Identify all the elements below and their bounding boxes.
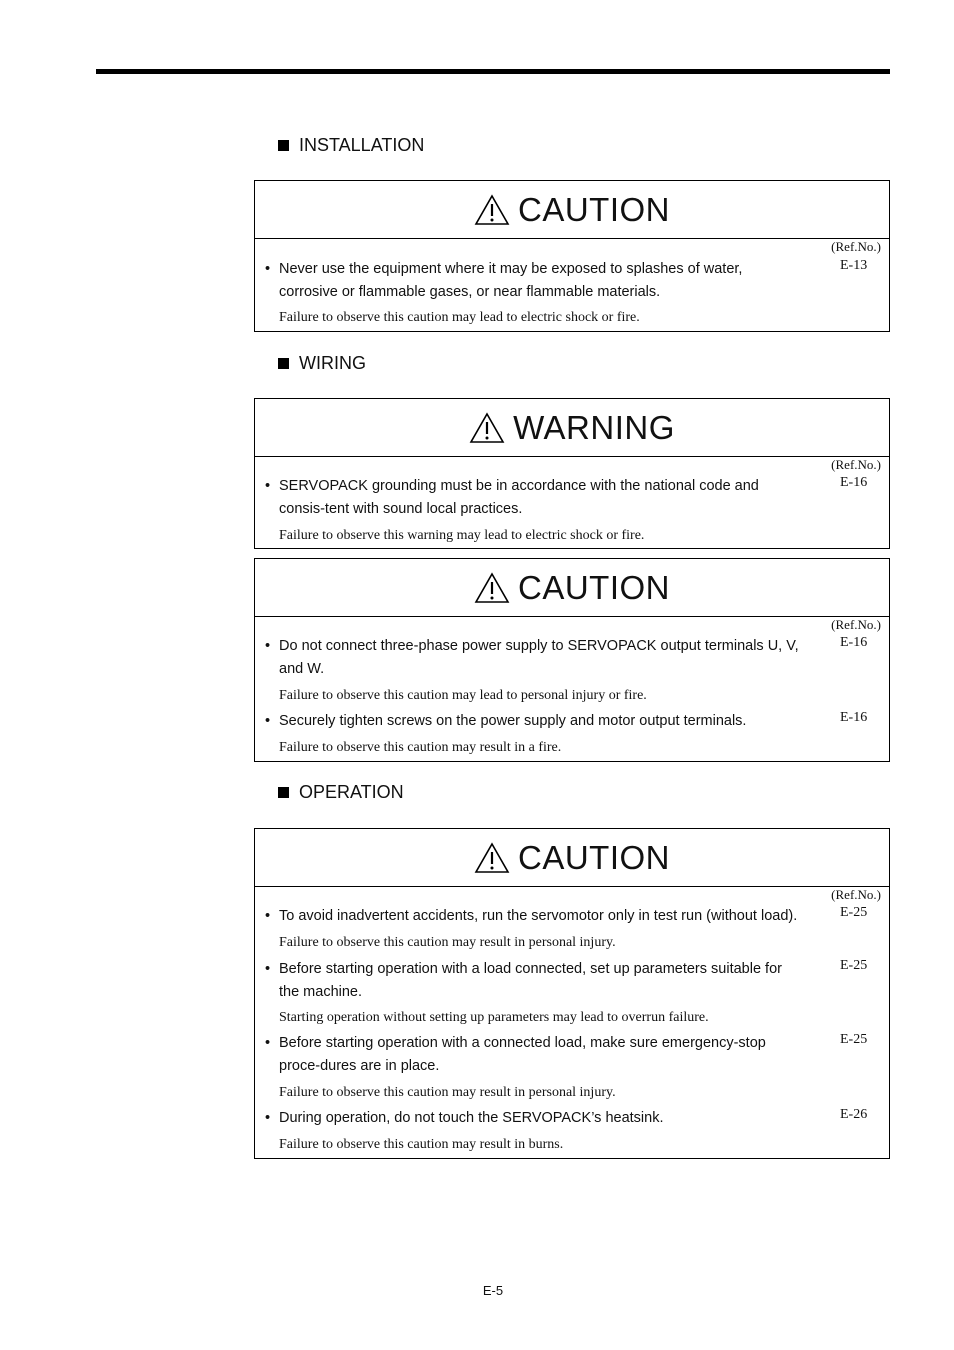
item-note: Failure to observe this caution may result in burns. — [279, 1137, 564, 1152]
square-bullet-icon — [278, 140, 289, 151]
square-bullet-icon — [278, 358, 289, 369]
bullet: • — [265, 908, 271, 924]
warning-triangle-icon — [474, 572, 510, 604]
caution-item — [265, 1107, 805, 1130]
ref-no-header: (Ref.No.) — [831, 887, 881, 902]
warning-triangle-icon — [474, 842, 510, 874]
ref-number: E-16 — [840, 635, 868, 650]
ref-number: E-25 — [840, 958, 868, 973]
bullet: • — [265, 713, 271, 729]
ref-no-header: (Ref.No.) — [831, 617, 881, 632]
item-note: Failure to observe this caution may lead to electric shock or fire. — [279, 310, 640, 325]
warning-item — [265, 475, 805, 520]
box-header — [255, 829, 889, 887]
item-note: Failure to observe this caution may result in personal injury. — [279, 935, 616, 950]
warning-triangle-icon — [474, 194, 510, 226]
ref-number: E-26 — [840, 1107, 868, 1122]
bullet: • — [265, 1110, 271, 1126]
caution-box-wiring — [254, 558, 890, 762]
bullet: • — [265, 1035, 271, 1051]
section-heading-operation — [278, 782, 404, 803]
warning-box-wiring — [254, 398, 890, 549]
box-title: CAUTION — [518, 838, 670, 876]
section-heading-installation — [278, 135, 424, 156]
caution-item — [265, 905, 805, 928]
item-note: Failure to observe this caution may lead to personal injury or fire. — [279, 688, 647, 703]
section-heading-wiring — [278, 353, 366, 374]
page-number: E-5 — [482, 1283, 504, 1298]
box-title: CAUTION — [518, 568, 670, 606]
item-text: Before starting operation with a load connected, set up parameters suitable for the machine. — [279, 961, 782, 1000]
ref-number: E-16 — [840, 475, 868, 490]
section-title: WIRING — [299, 353, 366, 373]
ref-number: E-25 — [840, 1032, 868, 1047]
item-text: Never use the equipment where it may be exposed to splashes of water, corrosive or flammable gases, or near flammable materials. — [279, 261, 743, 300]
item-text: To avoid inadvertent accidents, run the servomotor only in test run (without load). — [279, 908, 798, 924]
header-rule — [96, 69, 890, 74]
ref-number: E-25 — [840, 905, 868, 920]
box-header — [255, 181, 889, 239]
caution-item — [265, 958, 805, 1003]
item-note: Failure to observe this caution may result in a fire. — [279, 740, 562, 755]
caution-item — [265, 258, 805, 303]
warning-triangle-icon — [469, 412, 505, 444]
box-header — [255, 559, 889, 617]
square-bullet-icon — [278, 787, 289, 798]
caution-box-operation — [254, 828, 890, 1159]
section-title: INSTALLATION — [299, 135, 425, 155]
ref-no-header: (Ref.No.) — [831, 239, 881, 254]
caution-box-installation — [254, 180, 890, 332]
box-title: CAUTION — [518, 190, 670, 228]
section-title: OPERATION — [299, 782, 404, 802]
ref-number: E-16 — [840, 710, 868, 725]
box-header — [255, 399, 889, 457]
item-text: Securely tighten screws on the power supply and motor output terminals. — [279, 713, 747, 729]
bullet: • — [265, 961, 271, 977]
item-note: Starting operation without setting up parameters may lead to overrun failure. — [279, 1010, 709, 1025]
bullet: • — [265, 638, 271, 654]
ref-number: E-13 — [840, 258, 868, 273]
item-text: Do not connect three-phase power supply to SERVOPACK output terminals U, V, and W. — [279, 638, 799, 677]
item-note: Failure to observe this caution may result in personal injury. — [279, 1085, 616, 1100]
box-title: WARNING — [513, 408, 675, 446]
bullet: • — [265, 261, 271, 277]
item-text: Before starting operation with a connected load, make sure emergency-stop proce-dures are in place. — [279, 1035, 766, 1074]
caution-item — [265, 710, 805, 733]
ref-no-header: (Ref.No.) — [831, 457, 881, 472]
caution-item — [265, 635, 805, 680]
item-text: SERVOPACK grounding must be in accordance with the national code and consis-tent with sound local practices. — [279, 478, 759, 517]
item-note: Failure to observe this warning may lead to electric shock or fire. — [279, 528, 645, 543]
caution-item — [265, 1032, 805, 1077]
item-text: During operation, do not touch the SERVOPACK’s heatsink. — [279, 1110, 664, 1126]
bullet: • — [265, 478, 271, 494]
